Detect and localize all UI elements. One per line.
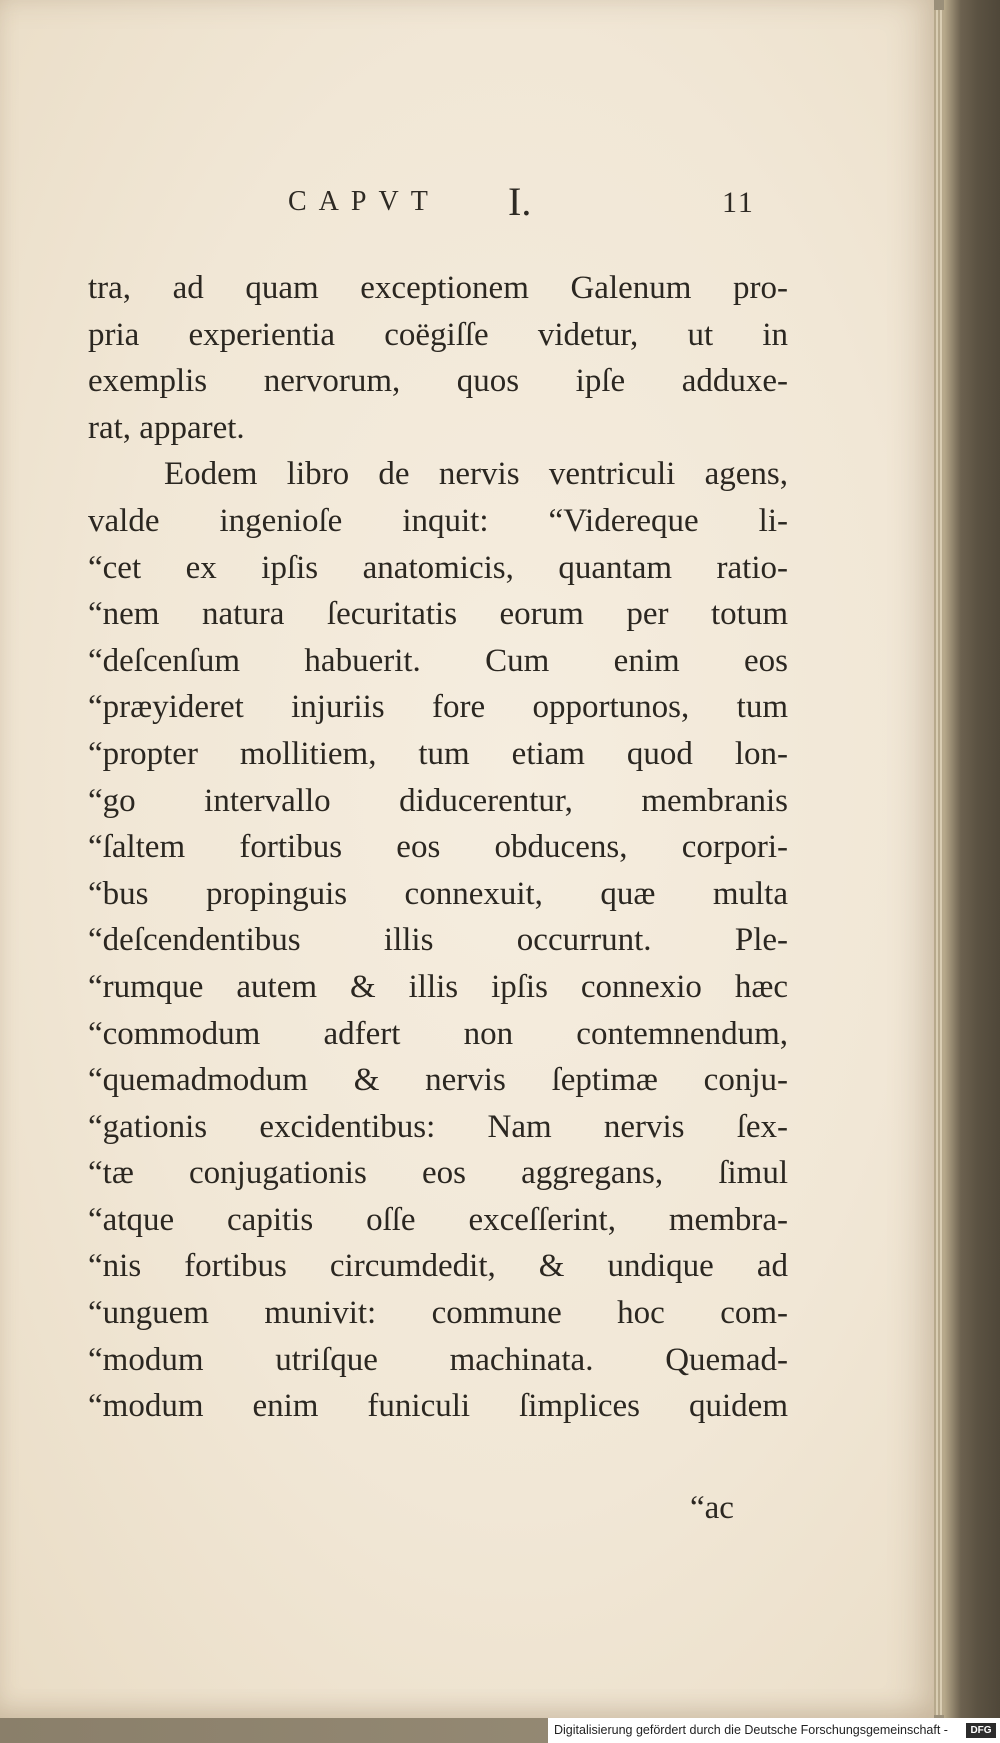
text-line: Eodem libro de nervis ventriculi agens, (164, 456, 788, 493)
text-line: “go intervallo diducerentur, membranis (88, 782, 788, 819)
running-head: CAPVT (288, 186, 440, 217)
chapter-number: I. (508, 179, 532, 224)
text-line: “ſaltem fortibus eos obducens, corpori- (88, 829, 788, 866)
text-line: “deſcenſum habuerit. Cum enim eos (88, 642, 788, 679)
text-line: “commodum adfert non contemnendum, (88, 1015, 788, 1052)
text-line: “nis fortibus circumdedit, & undique ad (88, 1248, 788, 1285)
digitization-footer (548, 1718, 1000, 1743)
text-line: “tæ conjugationis eos aggregans, ſimul (88, 1155, 788, 1192)
footer-credit: Digitalisierung gefördert durch die Deutsche Forschungsgemeinschaft - (554, 1723, 948, 1737)
text-line: “deſcendentibus illis occurrunt. Ple- (88, 922, 788, 959)
text-line: exemplis nervorum, quos ipſe adduxe- (88, 363, 788, 400)
text-line: “nem natura ſecuritatis eorum per totum (88, 596, 788, 633)
text-line: “cet ex ipſis anatomicis, quantam ratio- (88, 549, 788, 586)
text-line: “unguem munivit: commune hoc com- (88, 1295, 788, 1332)
text-line: “rumque autem & illis ipſis connexio hæc (88, 968, 788, 1005)
dfg-logo-icon: DFG (966, 1723, 996, 1738)
body-text (88, 265, 788, 1430)
text-line: pria experientia coëgiſſe videtur, ut in (88, 316, 788, 353)
text-line: “præyideret injuriis fore opportunos, tum (88, 689, 788, 726)
page-number: 11 (722, 186, 755, 219)
text-line: rat, apparet. (88, 409, 245, 446)
text-line: “modum utriſque machinata. Quemad- (88, 1341, 788, 1378)
text-line: “propter mollitiem, tum etiam quod lon- (88, 735, 788, 772)
book-spine (944, 0, 1000, 1743)
text-line: “modum enim funiculi ſimplices quidem (88, 1388, 788, 1425)
catchword: “ac (690, 1490, 734, 1526)
text-line: “gationis excidentibus: Nam nervis ſex- (88, 1108, 788, 1145)
page-header (0, 179, 934, 232)
text-line: “atque capitis oſſe exceſſerint, membra- (88, 1201, 788, 1238)
text-line: “quemadmodum & nervis ſeptimæ conju- (88, 1062, 788, 1099)
text-line: tra, ad quam exceptionem Galenum pro- (88, 270, 788, 306)
text-line: “bus propinguis connexuit, quæ multa (88, 875, 788, 912)
text-line: valde ingenioſe inquit: “Videreque li- (88, 502, 788, 539)
